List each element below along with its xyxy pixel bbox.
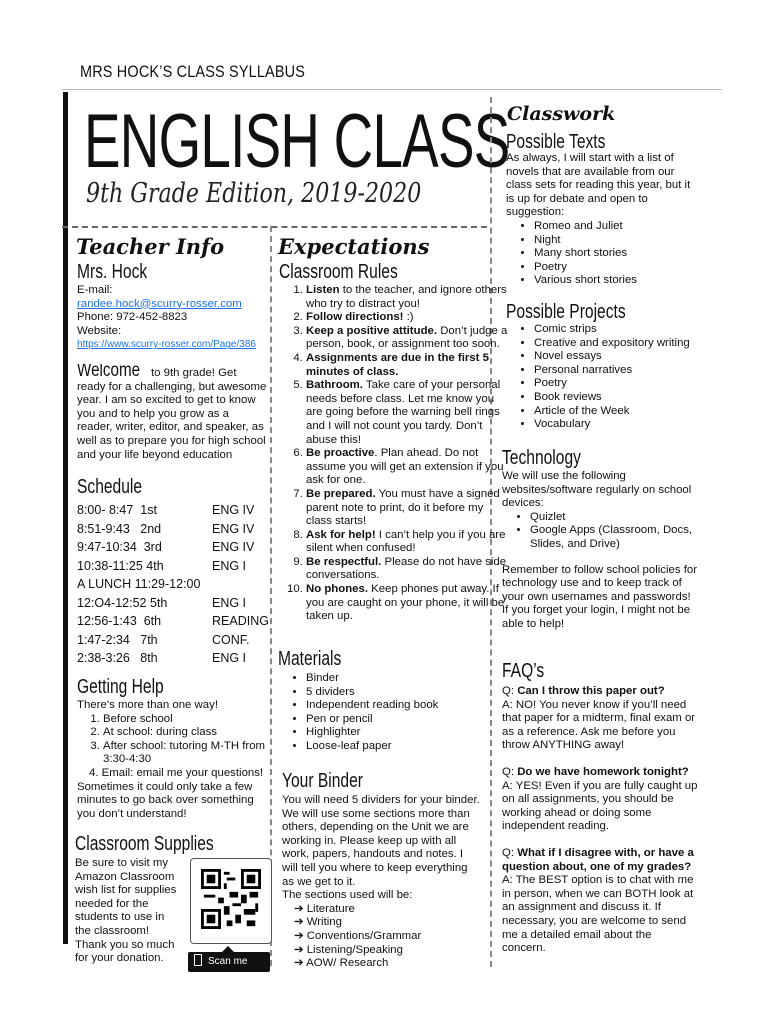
faq-list xyxy=(502,685,698,956)
scan-me-badge: Scan me xyxy=(188,952,270,972)
project-item: • Poetry xyxy=(534,377,714,391)
faq-question xyxy=(502,847,698,874)
rule-bold: Be respectful. xyxy=(306,555,382,568)
binder-block: You will need 5 dividers for your binder. We will use some sections more than others, depending on the Unit we are working in. Please keep up with all work, papers, handouts and notes. I will tell you where to keep everything as we get to it. The sections used will be: ➔ Literature ➔ Writing ➔ Conventions/Grammar ➔ Listening/Speaking ➔ AOW/ Research xyxy=(282,794,482,971)
binder-section xyxy=(294,916,482,930)
arrow-icon: ➔ xyxy=(294,929,307,942)
rule-item xyxy=(306,529,508,556)
rule-bold: Listen xyxy=(306,284,340,296)
divider-horizontal xyxy=(62,226,487,228)
schedule-row xyxy=(77,614,269,628)
qr-code[interactable] xyxy=(190,858,272,944)
material-item: • Highlighter xyxy=(306,726,486,740)
material-item: • Loose-leaf paper xyxy=(306,740,486,754)
material-item: • Independent reading book xyxy=(306,699,486,713)
binder-section-label: AOW/ Research xyxy=(306,957,389,970)
teacher-name: Mrs. Hock xyxy=(77,261,148,283)
edition-subtitle: 9th Grade Edition, 2019-2020 xyxy=(86,178,422,209)
rule-bold: Be proactive xyxy=(306,447,375,460)
faq-answer: A: NO! You never know if you’ll need that paper for a midterm, final exam or as a reference. Ask me before you throw ANYTHING away! xyxy=(502,698,696,752)
arrow-icon: ➔ xyxy=(294,902,307,915)
materials-heading: Materials xyxy=(278,648,342,670)
rule-item xyxy=(306,488,508,529)
help-item: 3. After school: tutoring M-TH from 3:30-4:30 xyxy=(103,740,272,767)
rule-item xyxy=(306,379,508,447)
rule-bold: Bathroom. xyxy=(306,379,363,392)
rule-item xyxy=(306,447,508,488)
schedule-row xyxy=(77,651,247,665)
rule-item xyxy=(306,352,508,379)
faq-q-text: What if I disagree with, or have a question about, one of my grades? xyxy=(502,846,694,873)
teacher-info-heading: Teacher Info xyxy=(76,234,225,259)
schedule-row xyxy=(77,632,250,647)
schedule-heading: Schedule xyxy=(77,476,143,498)
rules-list xyxy=(286,284,508,624)
possible-projects-heading: Possible Projects xyxy=(506,301,626,323)
faq-q-prefix: Q: xyxy=(502,685,518,697)
rule-text: :) xyxy=(403,311,414,324)
schedule-row xyxy=(77,521,255,536)
header-rule xyxy=(62,89,722,90)
technology-heading: Technology xyxy=(502,447,581,469)
rule-text: I can’t help you if you are silent when confused! xyxy=(306,528,506,555)
phone-icon xyxy=(194,954,202,966)
faq-q-text: Do we have homework tonight? xyxy=(517,765,689,778)
schedule-row xyxy=(77,558,247,573)
website-link[interactable]: https://www.scurry-rosser.com/Page/386 xyxy=(77,339,256,351)
schedule-row xyxy=(77,540,255,554)
faq-item xyxy=(502,766,698,834)
rule-item xyxy=(306,311,508,325)
binder-section-label: Conventions/Grammar xyxy=(306,929,422,942)
rule-text: Take care of your personal needs before class. Let me know you are going before the warning bell rings and I will not count you tardy. Don’t abuse this! xyxy=(306,379,501,446)
schedule-table xyxy=(77,503,272,673)
syllabus-header: MRS HOCK’S CLASS SYLLABUS xyxy=(80,62,306,81)
expectations-heading: Expectations xyxy=(278,234,430,259)
schedule-class: READING xyxy=(212,614,269,628)
binder-section-label: Literature xyxy=(306,902,355,915)
schedule-time: 1:47-2:34 7th xyxy=(77,632,158,647)
faq-item xyxy=(502,685,698,753)
email-link[interactable]: randee.hock@scurry-rosser.com xyxy=(77,297,242,310)
arrow-icon: ➔ xyxy=(294,957,307,970)
rule-text: Keep phones put away. If you are caught on your phone, it will be taken up. xyxy=(306,583,505,623)
title-bar xyxy=(63,92,68,944)
help-list xyxy=(77,713,272,767)
schedule-row xyxy=(77,577,200,591)
binder-section-label: Listening/Speaking xyxy=(306,943,403,956)
binder-section xyxy=(294,957,482,971)
rule-text: Don’t judge a person, book, or assignment too soon. xyxy=(306,324,508,351)
projects-list xyxy=(534,323,714,432)
rule-item xyxy=(306,284,508,311)
rule-bold: No phones. xyxy=(306,583,369,596)
binder-section xyxy=(294,903,482,917)
rule-bold: Be prepared. xyxy=(306,487,376,500)
schedule-time: 12:56-1:43 6th xyxy=(77,614,162,628)
rule-bold: Ask for help! xyxy=(306,528,376,541)
project-item: • Vocabulary xyxy=(534,418,714,432)
help-item: 2. At school: during class xyxy=(103,726,272,740)
schedule-class: ENG IV xyxy=(212,540,255,554)
project-item: • Novel essays xyxy=(534,350,714,364)
faq-question xyxy=(502,685,698,699)
rule-item xyxy=(306,556,508,583)
project-item: • Article of the Week xyxy=(534,405,714,419)
materials-list xyxy=(306,672,486,754)
schedule-class: ENG IV xyxy=(212,521,255,536)
binder-section xyxy=(294,944,482,958)
schedule-class: ENG IV xyxy=(212,503,255,517)
text-item: • Many short stories xyxy=(534,247,698,261)
rule-bold: Keep a positive attitude. xyxy=(306,324,438,337)
schedule-time: 8:51-9:43 2nd xyxy=(77,521,162,536)
binder-sections xyxy=(282,903,482,971)
page-title: ENGLISH CLASS xyxy=(84,99,510,184)
schedule-class: ENG I xyxy=(212,651,247,665)
rule-text: Please do not have side conversations. xyxy=(306,555,507,582)
getting-help-heading: Getting Help xyxy=(77,676,164,698)
schedule-row xyxy=(77,595,247,610)
rule-text: . Plan ahead. Do not assume you will get an extension if you ask for one. xyxy=(306,447,504,487)
tech-list xyxy=(502,511,698,552)
tech-item: • Quizlet xyxy=(530,511,698,525)
rule-text: You must have a signed parent note to print, do it before my class starts! xyxy=(306,487,500,528)
material-item: • Pen or pencil xyxy=(306,713,486,727)
supplies-text: Be sure to visit my Amazon Classroom wish list for supplies needed for the students to use in the classroom! Thank you so much for your donation. xyxy=(75,857,177,965)
rule-text: to the teacher, and ignore others who try to distract you! xyxy=(306,284,507,310)
text-item: • Romeo and Juliet xyxy=(534,220,698,234)
binder-section-label: Writing xyxy=(306,916,342,929)
faq-item xyxy=(502,847,698,956)
faq-heading: FAQ’s xyxy=(502,660,545,682)
schedule-time: 10:38-11:25 4th xyxy=(77,558,164,573)
classwork-heading: Classwork xyxy=(507,103,616,125)
welcome-paragraph: Welcome to 9th grade! Get ready for a challenging, but awesome year. I am so excited to get to know you and to help you grow as a reader, writer, editor, and speaker, as well as to prepare you for high school and your life beyond education xyxy=(77,364,267,461)
faq-q-text: Can I throw this paper out? xyxy=(517,685,665,697)
supplies-heading: Classroom Supplies xyxy=(75,833,214,855)
getting-help-block: There’s more than one way! 1. Before school 2. At school: during class 3. After school: tutoring M-TH from 3:30-4:30 4. Email: email me your questions! Sometimes it could only take a few minutes to go back over something you don’t understand! xyxy=(77,699,272,821)
project-item: • Personal narratives xyxy=(534,364,714,378)
possible-texts-heading: Possible Texts xyxy=(506,131,606,153)
arrow-icon: ➔ xyxy=(294,943,307,956)
schedule-time: 2:38-3:26 8th xyxy=(77,651,158,665)
faq-q-prefix: Q: xyxy=(502,765,518,778)
rule-bold: Assignments are due in the first 5 minutes of class. xyxy=(306,351,489,378)
possible-texts-block: As always, I will start with a list of novels that are available from our class sets for reading this year, but it is up for debate and open to suggestion: • Romeo and Juliet • Night • Many short stories • Poetry • Various short stories xyxy=(506,152,698,288)
binder-section xyxy=(294,930,482,944)
contact-block: E-mail: randee.hock@scurry-rosser.com Phone: 972-452-8823 Website: https://www.scurry-rosser.com/Page/386 xyxy=(77,284,267,352)
tech-item: • Google Apps (Classroom, Docs, Slides, and Drive) xyxy=(530,524,698,551)
material-item: • Binder xyxy=(306,672,486,686)
schedule-row xyxy=(77,503,255,517)
faq-answer: A: The BEST option is to chat with me in person, when we can BOTH look at an assignment and discuss it. If necessary, you are welcome to send me a detailed email about the concern. xyxy=(502,874,694,955)
texts-list xyxy=(506,220,698,288)
schedule-time: 8:00- 8:47 1st xyxy=(77,503,157,517)
help-item: 1. Before school xyxy=(103,713,272,727)
material-item: • 5 dividers xyxy=(306,686,486,700)
schedule-class: ENG I xyxy=(212,558,247,573)
schedule-time: 12:O4-12:52 5th xyxy=(77,595,168,610)
classroom-rules-heading: Classroom Rules xyxy=(279,261,398,283)
arrow-icon: ➔ xyxy=(294,916,307,929)
schedule-class: CONF. xyxy=(212,632,250,647)
text-item: • Various short stories xyxy=(534,274,698,288)
schedule-time: 9:47-10:34 3rd xyxy=(77,540,162,554)
schedule-class: ENG I xyxy=(212,595,247,610)
text-item: • Night xyxy=(534,234,698,248)
rule-item xyxy=(306,325,508,352)
project-item: • Comic strips xyxy=(534,323,714,337)
rule-bold: Follow directions! xyxy=(306,311,404,324)
faq-question xyxy=(502,766,698,780)
project-item: • Book reviews xyxy=(534,391,714,405)
schedule-time: A LUNCH 11:29-12:00 xyxy=(77,577,201,591)
rule-item xyxy=(306,583,508,624)
technology-block: We will use the following websites/software regularly on school devices: • Quizlet • Google Apps (Classroom, Docs, Slides, and Drive) Remember to follow school policies for technology use and to keep track of your own usernames and passwords! If you forget your login, I might not be able to help! xyxy=(502,470,698,632)
qr-code-icon xyxy=(201,869,261,929)
text-item: • Poetry xyxy=(534,261,698,275)
project-item: • Creative and expository writing xyxy=(534,337,714,351)
faq-q-prefix: Q: xyxy=(502,846,518,859)
faq-answer: A: YES! Even if you are fully caught up on all assignments, you should be working ahead or doing some independent reading. xyxy=(502,779,698,833)
binder-heading: Your Binder xyxy=(282,770,363,792)
